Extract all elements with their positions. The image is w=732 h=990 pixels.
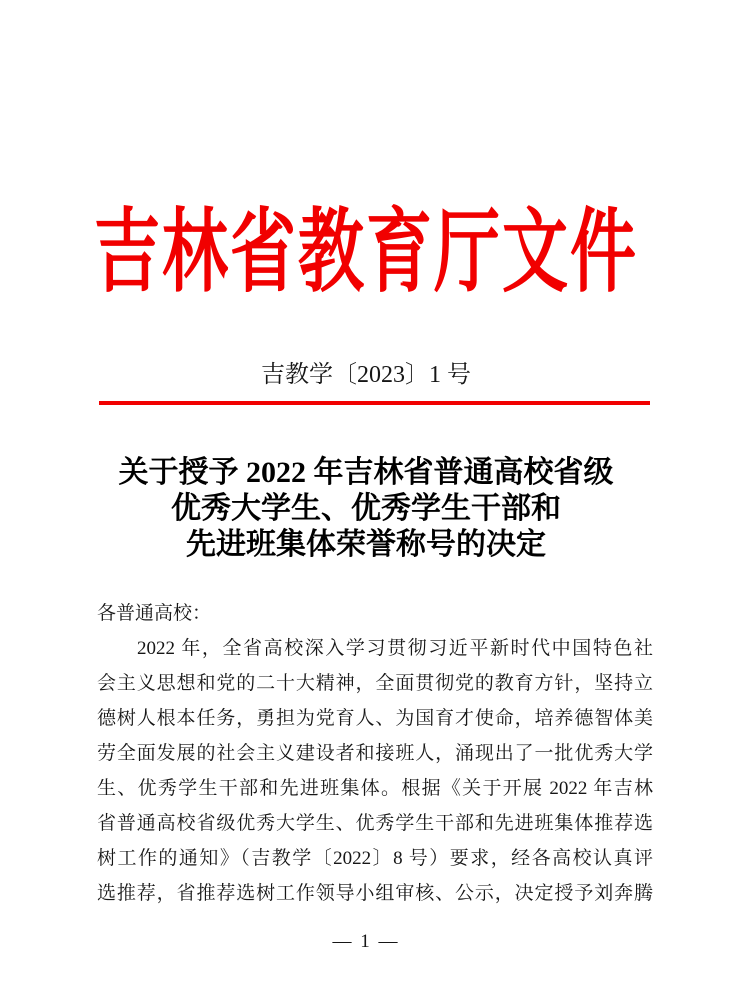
title-line-3: 先进班集体荣誉称号的决定: [186, 528, 546, 561]
body-line: 德树人根本任务，勇担为党育人、为国育才使命，培养德智体美: [97, 708, 653, 729]
body-line: 选推荐，省推荐选树工作领导小组审核、公示，决定授予刘奔腾: [97, 883, 653, 904]
body-line: 省普通高校省级优秀大学生、优秀学生干部和先进班集体推荐选: [97, 813, 653, 834]
body-line: 树工作的通知》（吉教学〔2022〕8 号）要求，经各高校认真评: [97, 848, 653, 869]
red-separator-line: [99, 401, 650, 405]
body-line: 会主义思想和党的二十大精神，全面贯彻党的教育方针，坚持立: [97, 673, 653, 694]
salutation: 各普通高校：: [97, 603, 212, 624]
body-line: 2022 年，全省高校深入学习贯彻习近平新时代中国特色社: [137, 638, 653, 659]
agency-letterhead-title: 吉林省教育厅文件: [94, 202, 638, 304]
title-line-2: 优秀大学生、优秀学生干部和: [171, 492, 561, 525]
page-number: — 1 —: [332, 931, 400, 952]
title-line-1: 关于授予 2022 年吉林省普通高校省级: [118, 456, 614, 489]
body-line: 劳全面发展的社会主义建设者和接班人，涌现出了一批优秀大学: [97, 743, 653, 764]
document-title: [0, 455, 732, 563]
doc-number: 吉教学〔2023〕1 号: [261, 362, 471, 388]
document-body: [97, 596, 653, 911]
body-line: 生、优秀学生干部和先进班集体。根据《关于开展 2022 年吉林: [97, 778, 653, 799]
